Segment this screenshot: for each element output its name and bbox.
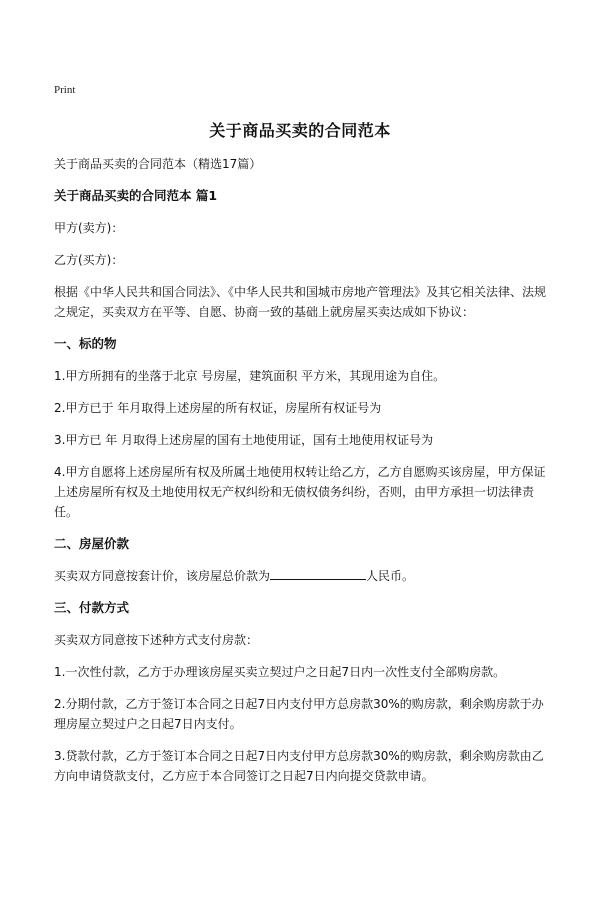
price-blank-line bbox=[270, 567, 366, 580]
payment-option-3: 3.贷款付款，乙方于签订本合同之日起7日内支付甲方总房款30%的购房款，剩余购房款由乙方向申请贷款支付，乙方应于本合同签订之日起7日内向提交贷款申请。 bbox=[54, 749, 544, 783]
clause-2: 2.甲方已于 年月取得上述房屋的所有权证，房屋所有权证号为 bbox=[54, 401, 382, 415]
price-paragraph bbox=[54, 566, 554, 586]
document-subtitle: 关于商品买卖的合同范本（精选17篇） bbox=[54, 157, 262, 171]
section-title: 关于商品买卖的合同范本 篇1 bbox=[54, 188, 218, 203]
heading-payment: 三、付款方式 bbox=[54, 600, 130, 615]
party-a-line: 甲方(卖方)： bbox=[54, 221, 124, 235]
clause-3: 3.甲方已 年 月取得上述房屋的国有土地使用证，国有土地使用权证号为 bbox=[54, 433, 434, 447]
price-text-after: 人民币。 bbox=[366, 569, 415, 583]
heading-subject-matter: 一、标的物 bbox=[54, 336, 117, 351]
price-text-before: 买卖双方同意按套计价，该房屋总价款为 bbox=[54, 569, 271, 583]
document-title: 关于商品买卖的合同范本 bbox=[209, 121, 391, 140]
payment-option-2: 2.分期付款，乙方于签订本合同之日起7日内支付甲方总房款30%的购房款，剩余购房款于办理房屋立契过户之日起7日内支付。 bbox=[54, 697, 544, 731]
print-label: Print bbox=[54, 84, 76, 96]
clause-4: 4.甲方自愿将上述房屋所有权及所属土地使用权转让给乙方，乙方自愿购买该房屋，甲方保证上述房屋所有权及土地使用权无产权纠纷和无债权债务纠纷，否则，由甲方承担一切法律责任。 bbox=[54, 465, 546, 519]
party-b-line: 乙方(买方)： bbox=[54, 253, 124, 267]
payment-intro: 买卖双方同意按下述种方式支付房款： bbox=[54, 633, 259, 647]
payment-option-1: 1.一次性付款，乙方于办理该房屋买卖立契过户之日起7日内一次性支付全部购房款。 bbox=[54, 665, 506, 679]
clause-1: 1.甲方所拥有的坐落于北京 号房屋，建筑面积 平方米，其现用途为自住。 bbox=[54, 369, 446, 383]
intro-paragraph: 根据《中华人民共和国合同法》、《中华人民共和国城市房地产管理法》及其它相关法律、法规之规定，买卖双方在平等、自愿、协商一致的基础上就房屋买卖达成如下协议： bbox=[54, 285, 547, 319]
document-body bbox=[54, 154, 554, 798]
heading-price: 二、房屋价款 bbox=[54, 536, 130, 551]
